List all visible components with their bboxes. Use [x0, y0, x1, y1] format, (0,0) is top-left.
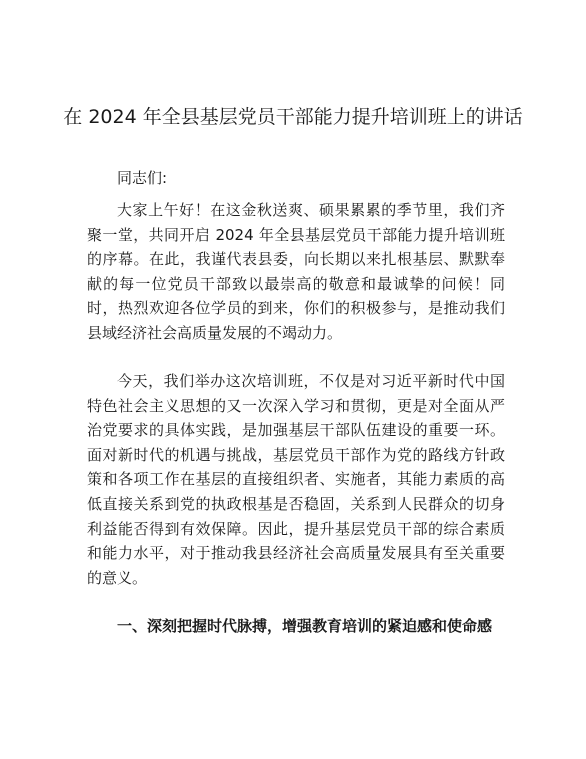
section-heading: 一、深刻把握时代脉搏，增强教育培训的紧迫感和使命感	[117, 617, 493, 635]
paragraph-2: 今天，我们举办这次培训班，不仅是对习近平新时代中国特色社会主义思想的又一次深入学习和贯彻，更是对全面从严治党要求的具体实践，是加强基层干部队伍建设的重要一环。面对新时代的机遇与挑战，基层党员干部作为党的路线方针政策和各项工作在基层的直接组织者、实施者，其能力素质的高低直接关系到党的执政根基是否稳固，关系到人民群众的切身利益能否得到有效保障。因此，提升基层党员干部的综合素质和能力水平，对于推动我县经济社会高质量发展具有至关重要的意义。	[87, 372, 505, 587]
salutation: 同志们:	[117, 169, 168, 187]
document-title: 在 2024 年全县基层党员干部能力提升培训班上的讲话	[63, 106, 523, 128]
paragraph-1: 大家上午好！在这金秋送爽、硕果累累的季节里，我们齐聚一堂，共同开启 2024 年全县基层党员干部能力提升培训班的序幕。在此，我谨代表县委，向长期以来扎根基层、默默奉献的每一位党员干部致以最崇高的敬意和最诚挚的问候！同时，热烈欢迎各位学员的到来，你们的积极参与，是推动我们县域经济社会高质量发展的不竭动力。	[87, 201, 505, 342]
